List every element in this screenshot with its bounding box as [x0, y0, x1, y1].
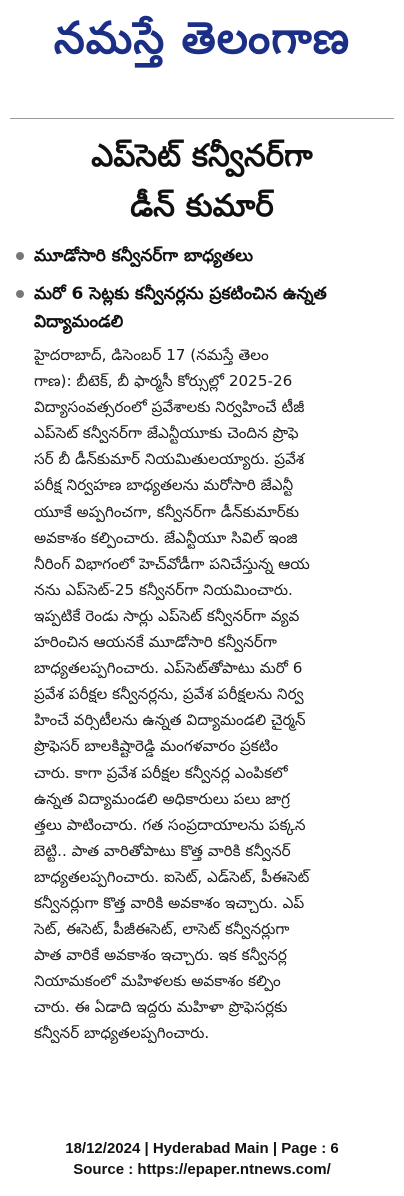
- article-line: బెట్టి.. పాత వారితోపాటు కొత్త వారికి కన్వీనర్: [34, 841, 291, 860]
- newspaper-masthead: నమస్తే తెలంగాణ: [53, 13, 351, 64]
- article-line: హించే వర్సిటీలను ఉన్నత విద్యామండలి చైర్మన్: [34, 711, 306, 730]
- bullet-text: మూడోసారి కన్వీనర్‌గా బాధ్యతలు: [34, 246, 254, 266]
- article-line: కన్వీనర్లుగా కొత్త వారికి అవకాశం ఇచ్చారు. ఎప్: [34, 893, 305, 912]
- footer-source: Source : https://epaper.ntnews.com/: [73, 1161, 331, 1178]
- article-line: అవకాశం కల్పించారు. జేఎన్టీయూ సివిల్ ఇంజి: [34, 528, 298, 547]
- article-line: హైదరాబాద్, డిసెంబర్ 17 (నమస్తే తెలం: [34, 346, 269, 364]
- article-body: [34, 342, 374, 1047]
- article-line: కన్వీనర్ బాధ్యతలప్పగించారు.: [34, 1024, 210, 1043]
- bullet-dot-icon: [16, 290, 24, 298]
- bullet-point: [34, 280, 394, 336]
- masthead-divider: [10, 118, 394, 119]
- bullet-dot-icon: [16, 252, 24, 260]
- article-line: హరించిన ఆయనకే మూడోసారి కన్వీనర్‌గా: [34, 633, 277, 652]
- article-line: ఎప్‌సెట్ కన్వీనర్‌గా జేఎన్టీయూకు చెందిన ప్రొఫె: [34, 424, 299, 443]
- article-line: చారు. ఈ ఏడాది ఇద్దరు మహిళా ప్రొఫెసర్లకు: [34, 998, 288, 1017]
- article-line: సర్ బీ డీన్‌కుమార్ నియమితులయ్యారు. ప్రవేశ: [34, 450, 305, 469]
- article-line: సెట్, ఈసెట్, పీజీఈసెట్, లాసెట్ కన్వీనర్లుగా: [34, 920, 290, 939]
- article-line: ఇప్పటికే రెండు సార్లు ఎప్‌సెట్ కన్వీనర్‌గా వ్యవ: [34, 606, 300, 625]
- article-line: నను ఎప్‌సెట్-25 కన్వీనర్‌గా నియమించారు.: [34, 580, 293, 599]
- article-line: ప్రొఫెసర్ బాలకిష్టారెడ్డి మంగళవారం ప్రకటిం: [34, 737, 279, 756]
- article-line: నీరింగ్ విభాగంలో హెచ్‌వోడీగా పనిచేస్తున్న ఆయ: [34, 554, 310, 573]
- article-line: బాధ్యతలప్పగించారు. ఎప్‌సెట్‌తోపాటు మరో 6: [34, 659, 303, 678]
- article-line: పరీక్ష నిర్వహణ బాధ్యతలను మరోసారి జేఎన్టీ: [34, 476, 294, 495]
- article-line: చారు. కాగా ప్రవేశ పరీక్షల కన్వీనర్ల ఎంపికలో: [34, 763, 288, 782]
- headline-line-1: ఎప్‌సెట్ కన్వీనర్‌గా: [91, 138, 313, 174]
- article-line: యూకే అప్పగించగా, కన్వీనర్‌గా డీన్‌కుమార్‌కు: [34, 502, 299, 521]
- bullet-point: [34, 242, 394, 270]
- article-line: నియామకంలో మహిళలకు అవకాశం కల్పిం: [34, 972, 281, 991]
- article-line: ప్రవేశ పరీక్షల కన్వీనర్లను, ప్రవేశ పరీక్షలను నిర్వ: [34, 685, 304, 704]
- bullet-text: మరో 6 సెట్లకు కన్వీనర్లను ప్రకటించిన ఉన్నత విద్యామండలి: [34, 284, 327, 332]
- article-line: త్తలు పాటించారు. గత సంప్రదాయాలను పక్కన: [34, 815, 306, 834]
- article-line: ఉన్నత విద్యామండలి అధికారులు పలు జాగ్ర: [34, 789, 290, 808]
- article-line: పాత వారికే అవకాశం ఇచ్చారు. ఇక కన్వీనర్ల: [34, 946, 287, 965]
- article-line: గాణ): బీటెక్, బీ ఫార్మసీ కోర్సుల్లో 2025-26: [34, 372, 293, 391]
- article-line: బాధ్యతలప్పగించారు. ఐసెట్, ఎడ్‌సెట్, పీఈసెట్: [34, 867, 310, 886]
- footer-date-edition: 18/12/2024 | Hyderabad Main | Page : 6: [65, 1140, 339, 1157]
- headline-line-2: డీన్ కుమార్: [130, 188, 274, 224]
- article-line: విద్యాసంవత్సరంలో ప్రవేశాలకు నిర్వహించే టీజీ: [34, 398, 305, 417]
